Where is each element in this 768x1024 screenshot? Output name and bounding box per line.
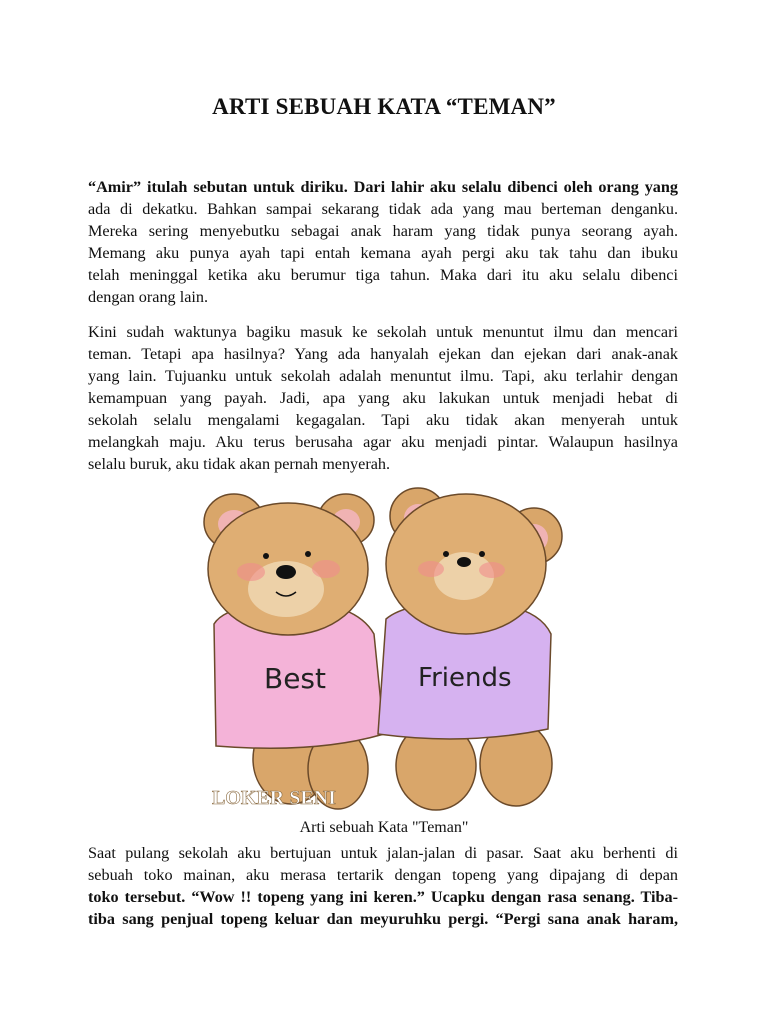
text-line: Memang aku punya ayah tapi entah kemana ayah pergi aku tak tahu dan ibuku xyxy=(88,244,678,262)
shirt-text-best: Best xyxy=(264,662,327,695)
text-line: toko tersebut. “Wow !! topeng yang ini keren.” Ucapku dengan rasa senang. Tiba- xyxy=(88,888,678,906)
text-line: sebuah toko mainan, aku merasa tertarik dengan topeng yang dipajang di depan xyxy=(88,866,678,884)
right-bear xyxy=(378,488,562,810)
bears-illustration xyxy=(196,484,566,816)
paragraph-1 xyxy=(88,176,678,308)
text-line: ada di dekatku. Bahkan sampai sekarang tidak ada yang mau berteman denganku. xyxy=(88,200,678,218)
text-line: sekolah selalu mengalami kegagalan. Tapi aku tidak akan menyerah untuk xyxy=(88,411,678,429)
text-line: kemampuan yang payah. Jadi, apa yang aku lakukan untuk menjadi hebat di xyxy=(88,389,678,407)
text-line: Kini sudah waktunya bagiku masuk ke sekolah untuk menuntut ilmu dan mencari xyxy=(88,323,678,341)
text-line: teman. Tetapi apa hasilnya? Yang ada hanyalah ejekan dan ejekan dari anak-anak xyxy=(88,345,678,363)
paragraph-3 xyxy=(88,842,678,930)
text-line: selalu buruk, aku tidak akan pernah menyerah. xyxy=(88,455,391,473)
shirt-text-friends: Friends xyxy=(418,663,512,693)
text-line: Mereka sering menyebutku sebagai anak haram yang tidak punya seorang ayah. xyxy=(88,222,678,240)
text-line: melangkah maju. Aku terus berusaha agar aku menjadi pintar. Walaupun hasilnya xyxy=(88,433,678,451)
text-line: dengan orang lain. xyxy=(88,288,209,306)
watermark: LOKER SENI xyxy=(212,787,336,809)
text-line: telah meninggal ketika aku berumur tiga tahun. Maka dari itu aku selalu dibenci xyxy=(88,266,678,284)
document-title: ARTI SEBUAH KATA “TEMAN” xyxy=(212,94,556,119)
text-line: Saat pulang sekolah aku bertujuan untuk jalan-jalan di pasar. Saat aku berhenti di xyxy=(88,844,678,862)
paragraph-2 xyxy=(88,321,678,475)
left-bear xyxy=(204,494,384,809)
text-line: “Amir” itulah sebutan untuk diriku. Dari lahir aku selalu dibenci oleh orang yang xyxy=(88,178,678,196)
text-line: tiba sang penjual topeng keluar dan meyuruhku pergi. “Pergi sana anak haram, xyxy=(88,910,678,928)
text-line: yang lain. Tujuanku untuk sekolah adalah menuntut ilmu. Tapi, aku terlahir dengan xyxy=(88,367,678,385)
figure-caption: Arti sebuah Kata "Teman" xyxy=(299,819,469,836)
